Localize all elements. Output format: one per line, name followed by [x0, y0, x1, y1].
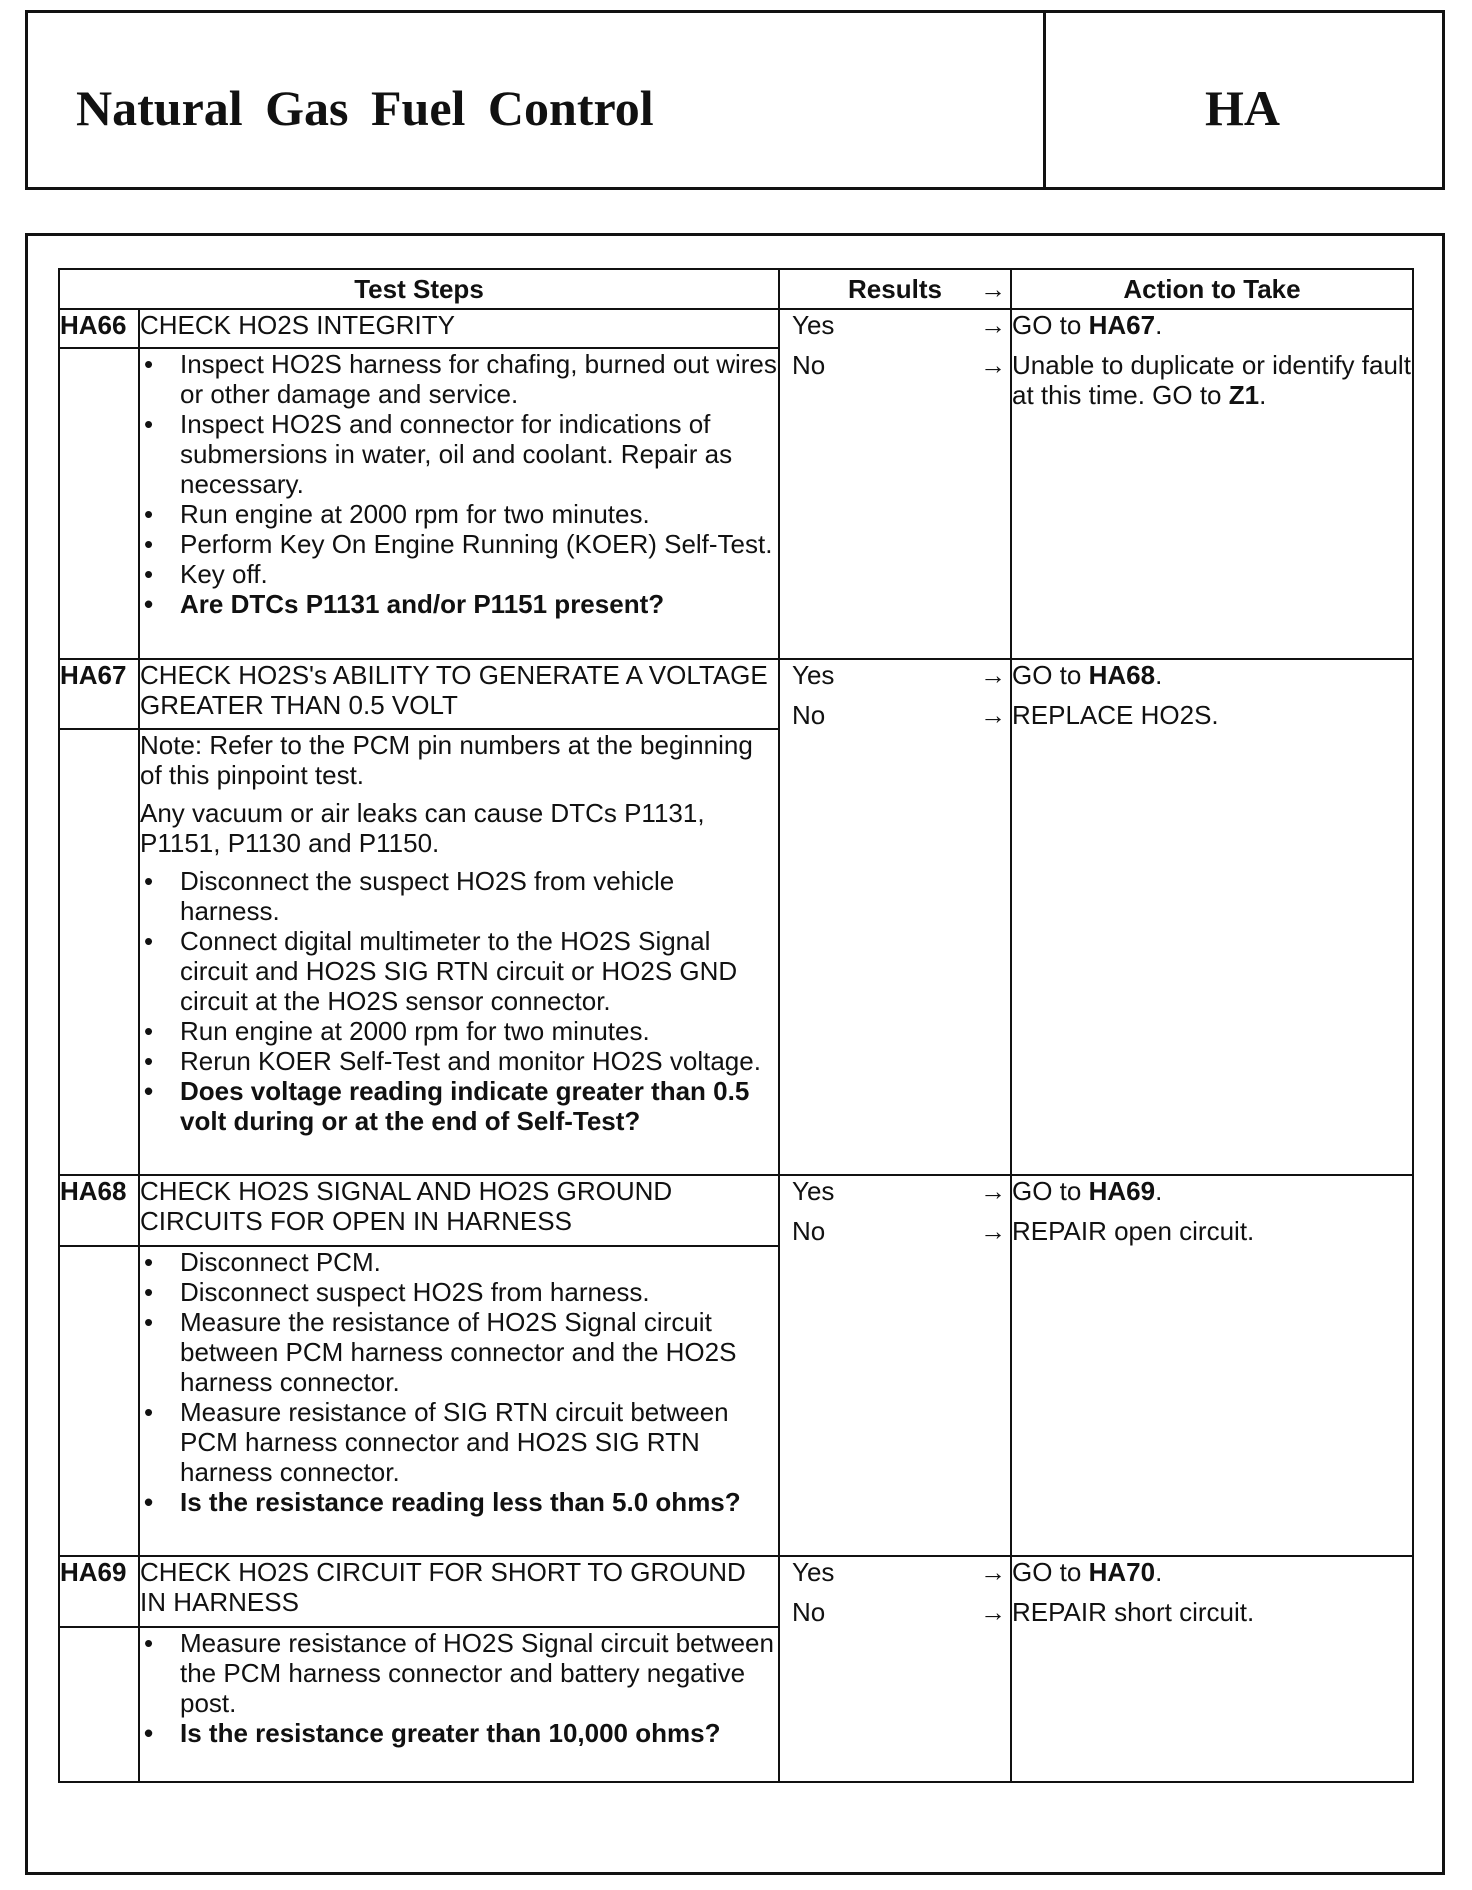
decision-question: • Is the resistance greater than 10,000 ohms? — [140, 1718, 778, 1748]
action-text — [1012, 1176, 1412, 1206]
result-label: No — [792, 1597, 826, 1628]
action-instruction: GO to — [1012, 659, 1089, 690]
step-title: CHECK HO2S's ABILITY TO GENERATE A VOLTAGE GREATER THAN 0.5 VOLT — [139, 659, 779, 729]
step-title: CHECK HO2S CIRCUIT FOR SHORT TO GROUND IN HARNESS — [139, 1556, 779, 1626]
step-results — [779, 1556, 1011, 1782]
action-text — [1012, 1597, 1412, 1627]
step-id-spacer — [59, 1627, 139, 1782]
action-step-link[interactable]: HA70 — [1088, 1557, 1156, 1588]
step-title-row — [59, 1175, 1413, 1245]
step-id-spacer — [59, 1246, 139, 1557]
step-title-row — [59, 309, 1413, 348]
action-text — [1012, 700, 1412, 730]
arrow-right-icon: → — [980, 699, 1006, 730]
result-label: Yes — [792, 659, 835, 690]
result-label: No — [792, 350, 826, 380]
instruction-list — [140, 349, 778, 619]
step-title-row — [59, 1556, 1413, 1626]
step-actions — [1011, 309, 1413, 659]
step-results — [779, 1175, 1011, 1556]
action-instruction: REPAIR open circuit. — [1012, 1216, 1255, 1247]
result-label: Yes — [792, 1176, 835, 1207]
step-id: HA68 — [59, 1175, 139, 1245]
result-yes — [780, 310, 1010, 340]
instruction-list — [140, 1628, 778, 1748]
section-code: HA — [1205, 80, 1280, 136]
result-yes — [780, 1557, 1010, 1587]
result-label: No — [792, 699, 826, 730]
action-instruction: GO to — [1012, 1557, 1089, 1588]
result-no — [780, 350, 1010, 380]
step-note: Any vacuum or air leaks can cause DTCs P1131, P1151, P1130 and P1150. — [140, 798, 705, 859]
instruction-item: • Measure the resistance of HO2S Signal circuit between PCM harness connector and the HO2S harness connector. — [140, 1307, 778, 1397]
test-steps-header: Test Steps — [59, 269, 779, 309]
action-text — [1012, 1557, 1412, 1587]
instruction-item: • Inspect HO2S and connector for indications of submersions in water, oil and coolant. Repair as necessary. — [140, 409, 778, 499]
arrow-right-icon: → — [980, 1176, 1006, 1207]
action-punctuation: . — [1259, 380, 1267, 410]
instruction-item: • Disconnect PCM. — [140, 1247, 778, 1277]
result-label: No — [792, 1216, 826, 1247]
page-header — [25, 10, 1445, 190]
test-steps-table — [58, 268, 1414, 1783]
action-punctuation: . — [1155, 310, 1163, 340]
arrow-right-icon: → — [980, 1557, 1006, 1588]
arrow-right-icon: → — [980, 1216, 1006, 1247]
document-title: Natural Gas Fuel Control — [76, 80, 654, 136]
instruction-item: • Disconnect the suspect HO2S from vehicle harness. — [140, 866, 778, 926]
action-text — [1012, 660, 1412, 690]
result-no — [780, 1216, 1010, 1246]
step-results — [779, 659, 1011, 1176]
result-no — [780, 700, 1010, 730]
step-instructions — [139, 729, 779, 1175]
action-punctuation: . — [1155, 659, 1163, 690]
step-instructions — [139, 1246, 779, 1557]
instruction-item: • Perform Key On Engine Running (KOER) Self-Test. — [140, 529, 778, 559]
instruction-item: • Inspect HO2S harness for chafing, burned out wires or other damage and service. — [140, 349, 778, 409]
steps-body — [59, 309, 1413, 1782]
step-id-spacer — [59, 348, 139, 659]
result-yes — [780, 660, 1010, 690]
step-actions — [1011, 659, 1413, 1176]
arrow-right-icon: → — [980, 1597, 1006, 1628]
instruction-item: • Rerun KOER Self-Test and monitor HO2S voltage. — [140, 1046, 778, 1076]
step-actions — [1011, 1175, 1413, 1556]
step-id: HA66 — [59, 309, 139, 348]
step-title: CHECK HO2S SIGNAL AND HO2S GROUND CIRCUITS FOR OPEN IN HARNESS — [139, 1175, 779, 1245]
step-note: Note: Refer to the PCM pin numbers at the beginning of this pinpoint test. — [140, 730, 753, 791]
step-instructions — [139, 348, 779, 659]
action-text — [1012, 310, 1412, 340]
step-id: HA69 — [59, 1556, 139, 1626]
arrow-right-icon: → — [980, 310, 1006, 340]
instruction-item: • Disconnect suspect HO2S from harness. — [140, 1277, 778, 1307]
result-label: Yes — [792, 310, 835, 340]
action-instruction: REPLACE HO2S. — [1012, 699, 1219, 730]
instruction-item: • Measure resistance of HO2S Signal circuit between the PCM harness connector and battery negative post. — [140, 1628, 778, 1718]
arrow-right-icon: → — [980, 274, 1006, 304]
instruction-list — [140, 1247, 778, 1517]
results-header — [779, 269, 1011, 309]
instruction-item: • Connect digital multimeter to the HO2S Signal circuit and HO2S SIG RTN circuit or HO2S GND circuit at the HO2S sensor connector. — [140, 926, 778, 1016]
result-yes — [780, 1176, 1010, 1206]
result-no — [780, 1597, 1010, 1627]
action-step-link[interactable]: HA69 — [1088, 1176, 1156, 1207]
step-instructions — [139, 1627, 779, 1782]
decision-question: • Does voltage reading indicate greater than 0.5 volt during or at the end of Self-Test? — [140, 1076, 778, 1136]
action-instruction: REPAIR short circuit. — [1012, 1597, 1255, 1628]
decision-question: • Is the resistance reading less than 5.0 ohms? — [140, 1487, 778, 1517]
step-id-spacer — [59, 729, 139, 1175]
arrow-right-icon: → — [980, 350, 1006, 380]
action-instruction: GO to — [1012, 1176, 1089, 1207]
result-label: Yes — [792, 1557, 835, 1588]
action-header: Action to Take — [1011, 269, 1413, 309]
step-title-row — [59, 659, 1413, 729]
arrow-right-icon: → — [980, 659, 1006, 690]
instruction-item: • Key off. — [140, 559, 778, 589]
action-punctuation: . — [1155, 1176, 1163, 1207]
action-text — [1012, 1216, 1412, 1246]
action-step-link[interactable]: HA68 — [1088, 659, 1156, 690]
action-instruction: Unable to duplicate or identify fault at this time. GO to — [1012, 350, 1411, 410]
results-header-label: Results — [848, 274, 942, 304]
step-title: CHECK HO2S INTEGRITY — [139, 309, 779, 348]
step-results — [779, 309, 1011, 659]
instruction-item: • Measure resistance of SIG RTN circuit between PCM harness connector and HO2S SIG RTN harness connector. — [140, 1397, 778, 1487]
instruction-item: • Run engine at 2000 rpm for two minutes. — [140, 499, 778, 529]
step-actions — [1011, 1556, 1413, 1782]
action-punctuation: . — [1155, 1557, 1163, 1588]
action-step-link[interactable]: Z1 — [1228, 380, 1260, 410]
instruction-list — [140, 866, 778, 1136]
action-step-link[interactable]: HA67 — [1088, 310, 1156, 340]
decision-question: • Are DTCs P1131 and/or P1151 present? — [140, 589, 778, 619]
action-text — [1012, 350, 1412, 410]
table-header-row — [59, 269, 1413, 309]
step-id: HA67 — [59, 659, 139, 729]
action-instruction: GO to — [1012, 310, 1089, 340]
instruction-item: • Run engine at 2000 rpm for two minutes. — [140, 1016, 778, 1046]
